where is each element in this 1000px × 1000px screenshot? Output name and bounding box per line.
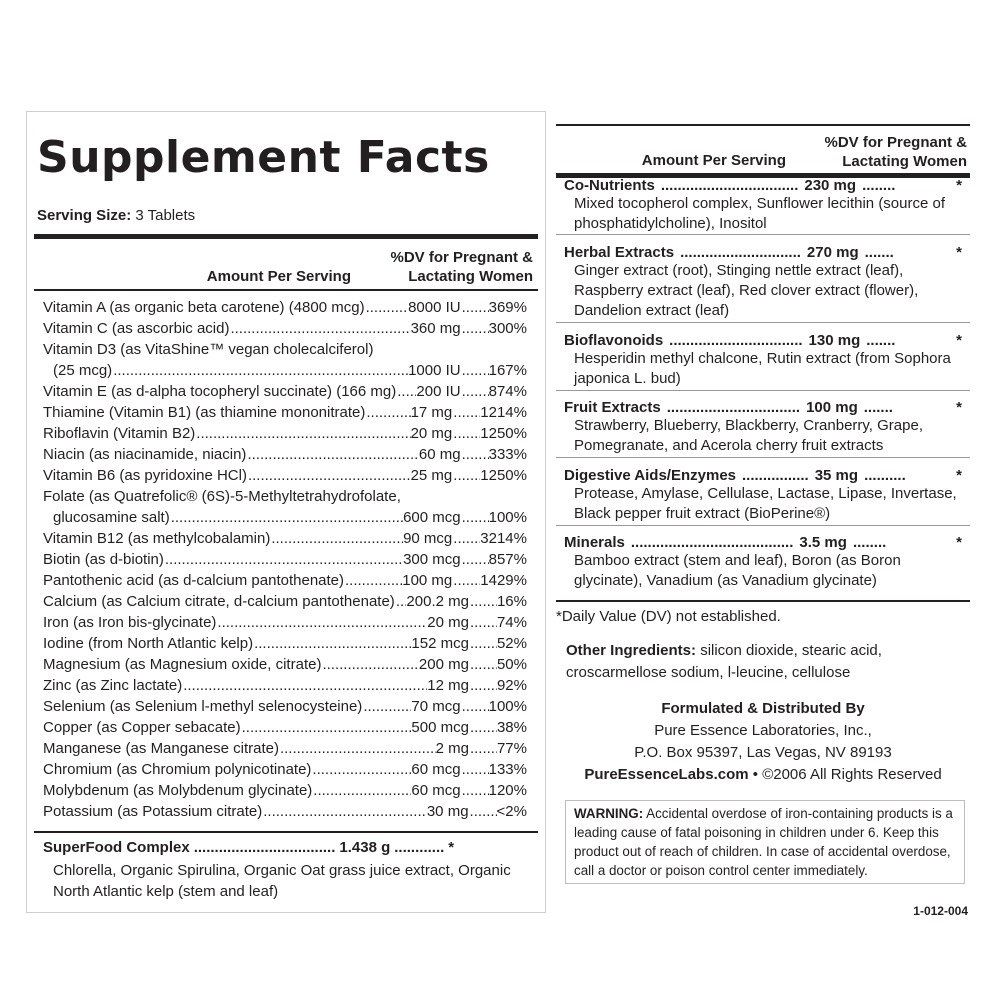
dot-leader: .......	[866, 332, 896, 349]
nutrient-row	[43, 610, 527, 631]
dot-leader	[395, 593, 407, 610]
nutrient-name: Copper (as Copper sebacate)	[43, 719, 241, 736]
nutrient-amount: 12 mg	[427, 677, 469, 694]
nutrient-list	[43, 295, 527, 820]
divider-thick	[34, 234, 538, 239]
nutrient-row	[43, 694, 527, 715]
dot-leader	[452, 467, 480, 484]
nutrient-group-dv: *	[956, 467, 962, 484]
nutrient-row	[43, 337, 527, 358]
dot-leader	[469, 593, 497, 610]
bullet: •	[752, 766, 759, 783]
dot-leader: .......................................	[630, 534, 794, 551]
nutrient-name: glucosamine salt)	[53, 509, 170, 526]
nutrient-name: Riboflavin (Vitamin B2)	[43, 425, 196, 442]
dot-leader	[396, 383, 416, 400]
nutrient-dv: 50%	[496, 656, 527, 673]
nutrient-amount: 600 mcg	[403, 509, 461, 526]
nutrient-amount: 500 mcg	[411, 719, 469, 736]
nutrient-row	[43, 421, 527, 442]
dot-leader	[452, 404, 480, 421]
dot-leader	[182, 677, 427, 694]
nutrient-row	[43, 631, 527, 652]
nutrient-group-ingredients: Strawberry, Blueberry, Blackberry, Cranberry, Grape, Pomegranate, and Acerola cherry fruit extracts	[574, 417, 923, 454]
dot-leader	[469, 740, 497, 757]
nutrient-dv: 1250%	[480, 425, 527, 442]
divider	[556, 600, 970, 602]
nutrient-dv: 1214%	[480, 404, 527, 421]
nutrient-group-name: Herbal Extracts	[564, 244, 675, 261]
superfood-name: SuperFood Complex	[43, 839, 190, 856]
nutrient-dv: 1429%	[480, 572, 527, 589]
nutrient-row	[43, 295, 527, 316]
nutrient-amount: 25 mg	[410, 467, 453, 484]
nutrient-row	[43, 463, 527, 484]
distributor-web-line	[556, 764, 970, 786]
nutrient-name: Chromium (as Chromium polynicotinate)	[43, 761, 312, 778]
nutrient-amount: 90 mcg	[403, 530, 453, 547]
dot-leader	[461, 320, 489, 337]
nutrient-row	[43, 589, 527, 610]
dot-leader: .................................	[660, 177, 799, 194]
nutrient-amount: 20 mg	[410, 425, 453, 442]
nutrient-amount: 70 mcg	[411, 698, 461, 715]
dot-leader	[112, 362, 408, 379]
other-ingredients-label: Other Ingredients:	[566, 642, 697, 659]
amount-per-serving-header: Amount Per Serving	[206, 268, 351, 285]
dot-leader: ........	[852, 534, 887, 551]
nutrient-row	[43, 799, 527, 820]
nutrient-dv: 120%	[488, 782, 527, 799]
divider	[556, 322, 970, 323]
dot-leader	[247, 467, 411, 484]
nutrient-group	[564, 174, 962, 234]
nutrient-dv: 874%	[488, 383, 527, 400]
superfood-dv: *	[448, 839, 455, 856]
dot-leader	[253, 635, 411, 652]
nutrient-group	[564, 464, 962, 524]
nutrient-group-ingredients: Hesperidin methyl chalcone, Rutin extract (from Sophora japonica L. bud)	[574, 350, 951, 387]
nutrient-row	[43, 316, 527, 337]
dot-leader	[469, 803, 497, 820]
nutrient-group	[564, 396, 962, 456]
nutrient-dv: <2%	[496, 803, 527, 820]
dv-header-right-line1: %DV for Pregnant &	[824, 134, 967, 151]
nutrient-name: Thiamine (Vitamin B1) (as thiamine mononitrate)	[43, 404, 366, 421]
nutrient-group-amount: 270 mg	[806, 244, 859, 261]
nutrient-row	[43, 715, 527, 736]
nutrient-name: Niacin (as niacinamide, niacin)	[43, 446, 247, 463]
nutrient-group-dv: *	[956, 534, 962, 551]
dv-header	[357, 248, 533, 286]
dot-leader	[262, 803, 427, 820]
serving-size-value: 3 Tablets	[135, 207, 196, 224]
nutrient-group-header	[564, 396, 962, 416]
nutrient-row	[43, 442, 527, 463]
dot-leader	[170, 509, 403, 526]
nutrient-amount: 100 mg	[402, 572, 453, 589]
nutrient-group-name: Minerals	[564, 534, 625, 551]
nutrient-amount: 360 mg	[410, 320, 461, 337]
dot-leader	[461, 362, 489, 379]
nutrient-name: Potassium (as Potassium citrate)	[43, 803, 263, 820]
dot-leader	[311, 761, 411, 778]
nutrient-amount: 200.2 mg	[406, 593, 469, 610]
dot-leader	[365, 404, 410, 421]
dot-leader	[312, 782, 411, 799]
nutrient-group-header	[564, 174, 962, 194]
nutrient-group-header	[564, 464, 962, 484]
nutrient-dv: 74%	[496, 614, 527, 631]
nutrient-name: Zinc (as Zinc lactate)	[43, 677, 183, 694]
dot-leader: .......	[863, 399, 893, 416]
dot-leader	[461, 698, 489, 715]
nutrient-group-dv: *	[956, 177, 962, 194]
nutrient-dv: 77%	[496, 740, 527, 757]
nutrient-amount: 60 mg	[418, 446, 461, 463]
other-ingredients	[566, 640, 986, 684]
nutrient-group-amount: 100 mg	[806, 399, 858, 416]
dot-leader	[270, 530, 403, 547]
nutrient-name: Vitamin D3 (as VitaShine™ vegan cholecalciferol)	[43, 341, 374, 358]
nutrient-name: Pantothenic acid (as d-calcium pantothenate)	[43, 572, 345, 589]
dot-leader	[461, 383, 489, 400]
divider	[556, 525, 970, 526]
dot-leader: ........	[862, 177, 896, 194]
nutrient-group-header	[564, 531, 962, 551]
dot-leader	[452, 572, 480, 589]
nutrient-amount: 1000 IU	[408, 362, 461, 379]
dot-leader	[461, 551, 489, 568]
dot-leader	[216, 614, 427, 631]
nutrient-name: Manganese (as Manganese citrate)	[43, 740, 279, 757]
divider	[556, 457, 970, 458]
divider	[556, 390, 970, 391]
nutrient-amount: 152 mcg	[411, 635, 469, 652]
dot-leader	[246, 446, 418, 463]
dot-leader	[229, 320, 410, 337]
nutrient-row	[43, 379, 527, 400]
nutrient-group-amount: 3.5 mg	[799, 534, 847, 551]
nutrient-group-dv: *	[956, 332, 962, 349]
nutrient-dv: 133%	[488, 761, 527, 778]
dot-leader	[469, 719, 497, 736]
product-code: 1-012-004	[913, 904, 968, 918]
nutrient-row	[43, 778, 527, 799]
nutrient-row	[43, 652, 527, 673]
nutrient-amount: 200 IU	[416, 383, 461, 400]
divider	[556, 234, 970, 235]
supplement-facts-left-panel	[26, 111, 546, 913]
dot-leader: .......	[864, 244, 894, 261]
other-ingredients-text: silicon dioxide, stearic acid, croscarmellose sodium, l-leucine, cellulose	[566, 642, 882, 681]
nutrient-name: Selenium (as Selenium l-methyl selenocysteine)	[43, 698, 363, 715]
nutrient-group-header	[564, 329, 962, 349]
divider	[34, 289, 538, 291]
nutrient-name: Calcium (as Calcium citrate, d-calcium pantothenate)	[43, 593, 395, 610]
nutrient-name: Vitamin E (as d-alpha tocopheryl succinate) (166 mg)	[43, 383, 397, 400]
copyright: ©2006 All Rights Reserved	[762, 766, 942, 783]
nutrient-amount: 300 mcg	[403, 551, 461, 568]
dot-leader	[469, 656, 497, 673]
nutrient-dv: 857%	[488, 551, 527, 568]
nutrient-group	[564, 329, 962, 389]
nutrient-group-ingredients: Protease, Amylase, Cellulase, Lactase, Lipase, Invertase, Black pepper fruit extract (BioPerine®)	[574, 485, 957, 522]
nutrient-row	[43, 736, 527, 757]
superfood-dots-2: ............	[394, 839, 445, 856]
superfood-dots: ..................................	[193, 839, 336, 856]
nutrient-group	[564, 531, 962, 591]
dot-leader	[279, 740, 436, 757]
distributor-name: Pure Essence Laboratories, Inc.,	[654, 722, 872, 739]
dot-leader	[469, 635, 497, 652]
dot-leader	[461, 446, 489, 463]
warning-label: WARNING:	[574, 806, 644, 821]
dv-header-line1: %DV for Pregnant &	[390, 249, 533, 266]
nutrient-amount: 17 mg	[410, 404, 453, 421]
amount-per-serving-header-right: Amount Per Serving	[641, 152, 786, 169]
dot-leader	[461, 761, 489, 778]
nutrient-name: (25 mcg)	[53, 362, 113, 379]
nutrient-amount: 2 mg	[435, 740, 469, 757]
superfood-amount: 1.438 g	[339, 839, 391, 856]
nutrient-dv: 16%	[496, 593, 527, 610]
nutrient-dv: 100%	[488, 509, 527, 526]
nutrient-row	[43, 484, 527, 505]
nutrient-row	[43, 358, 527, 379]
dot-leader: ................	[742, 467, 809, 484]
nutrient-row	[43, 400, 527, 421]
nutrient-row	[43, 505, 527, 526]
superfood-ingredients: Chlorella, Organic Spirulina, Organic Oat grass juice extract, Organic North Atlantic kelp (stem and leaf)	[53, 862, 511, 900]
dot-leader	[469, 677, 497, 694]
nutrient-group-name: Fruit Extracts	[564, 399, 661, 416]
nutrient-group-dv: *	[956, 244, 962, 261]
nutrient-dv: 369%	[488, 299, 527, 316]
nutrient-group-name: Bioflavonoids	[564, 332, 664, 349]
daily-value-footnote: *Daily Value (DV) not established.	[556, 608, 781, 625]
dot-leader	[365, 299, 409, 316]
dot-leader	[164, 551, 403, 568]
distributor-address: P.O. Box 95397, Las Vegas, NV 89193	[634, 744, 892, 761]
page-title: Supplement Facts	[37, 132, 490, 183]
nutrient-dv: 100%	[488, 698, 527, 715]
nutrient-name: Biotin (as d-biotin)	[43, 551, 164, 568]
dot-leader	[195, 425, 410, 442]
nutrient-amount: 60 mcg	[411, 782, 461, 799]
nutrient-name: Vitamin A (as organic beta carotene) (4800 mcg)	[43, 299, 365, 316]
nutrient-row	[43, 547, 527, 568]
nutrient-row	[43, 757, 527, 778]
nutrient-group-name: Co-Nutrients	[564, 177, 655, 194]
dv-header-right-line2: Lactating Women	[842, 153, 967, 170]
nutrient-dv: 300%	[488, 320, 527, 337]
distributor-block	[556, 698, 970, 786]
distributor-heading: Formulated & Distributed By	[661, 700, 865, 717]
nutrient-name: Iodine (from North Atlantic kelp)	[43, 635, 254, 652]
serving-size-label: Serving Size:	[37, 207, 132, 224]
dot-leader	[321, 656, 418, 673]
dot-leader	[452, 425, 480, 442]
nutrient-dv: 38%	[496, 719, 527, 736]
nutrient-name: Magnesium (as Magnesium oxide, citrate)	[43, 656, 322, 673]
nutrient-name: Vitamin B6 (as pyridoxine HCl)	[43, 467, 247, 484]
dot-leader	[241, 719, 412, 736]
nutrient-name: Molybdenum (as Molybdenum glycinate)	[43, 782, 313, 799]
nutrient-group-amount: 130 mg	[808, 332, 861, 349]
nutrient-row	[43, 526, 527, 547]
nutrient-group-ingredients: Mixed tocopherol complex, Sunflower lecithin (source of phosphatidylcholine), Inositol	[574, 195, 946, 232]
dot-leader	[461, 509, 489, 526]
dv-header-right	[792, 133, 967, 171]
dot-leader: ..........	[864, 467, 906, 484]
nutrient-amount: 60 mcg	[411, 761, 461, 778]
nutrient-name: Folate (as Quatrefolic® (6S)-5-Methyltetrahydrofolate,	[43, 488, 401, 505]
dot-leader	[452, 530, 480, 547]
nutrient-group-amount: 230 mg	[804, 177, 857, 194]
divider	[34, 831, 538, 833]
dot-leader	[469, 614, 497, 631]
nutrient-dv: 167%	[488, 362, 527, 379]
nutrient-group-name: Digestive Aids/Enzymes	[564, 467, 737, 484]
divider	[556, 124, 970, 126]
dot-leader: ................................	[669, 332, 803, 349]
nutrient-group-ingredients: Ginger extract (root), Stinging nettle extract (leaf), Raspberry extract (leaf), Red clover extract (flower), Dandelion extract (leaf)	[574, 262, 919, 319]
nutrient-group-dv: *	[956, 399, 962, 416]
dot-leader	[344, 572, 402, 589]
dv-header-line2: Lactating Women	[408, 268, 533, 285]
nutrient-amount: 20 mg	[427, 614, 469, 631]
nutrient-name: Vitamin C (as ascorbic acid)	[43, 320, 230, 337]
website-link: PureEssenceLabs.com	[584, 766, 749, 783]
nutrient-amount: 30 mg	[426, 803, 469, 820]
dot-leader	[461, 782, 489, 799]
nutrient-group-amount: 35 mg	[814, 467, 859, 484]
nutrient-dv: 333%	[488, 446, 527, 463]
nutrient-row	[43, 673, 527, 694]
nutrient-dv: 1250%	[480, 467, 527, 484]
nutrient-amount: 8000 IU	[408, 299, 461, 316]
nutrient-dv: 52%	[496, 635, 527, 652]
serving-size	[37, 207, 195, 224]
nutrient-group-header	[564, 241, 962, 261]
dot-leader: ................................	[666, 399, 801, 416]
nutrient-amount: 200 mg	[418, 656, 469, 673]
nutrient-group	[564, 241, 962, 321]
superfood-complex-row	[43, 839, 527, 856]
warning-box	[565, 800, 965, 884]
dot-leader	[461, 299, 489, 316]
nutrient-dv: 92%	[496, 677, 527, 694]
nutrient-group-ingredients: Bamboo extract (stem and leaf), Boron (as Boron glycinate), Vanadium (as Vanadium glycinate)	[574, 552, 901, 589]
nutrient-name: Vitamin B12 (as methylcobalamin)	[43, 530, 271, 547]
warning-text: Accidental overdose of iron-containing products is a leading cause of fatal poisoning in children under 6. Keep this product out of reach of children. In case of accidental overdose, call a doctor or poison control center immediately.	[574, 806, 953, 878]
dot-leader: .............................	[680, 244, 801, 261]
nutrient-dv: 3214%	[480, 530, 527, 547]
dot-leader	[362, 698, 411, 715]
nutrient-name: Iron (as Iron bis-glycinate)	[43, 614, 217, 631]
nutrient-row	[43, 568, 527, 589]
